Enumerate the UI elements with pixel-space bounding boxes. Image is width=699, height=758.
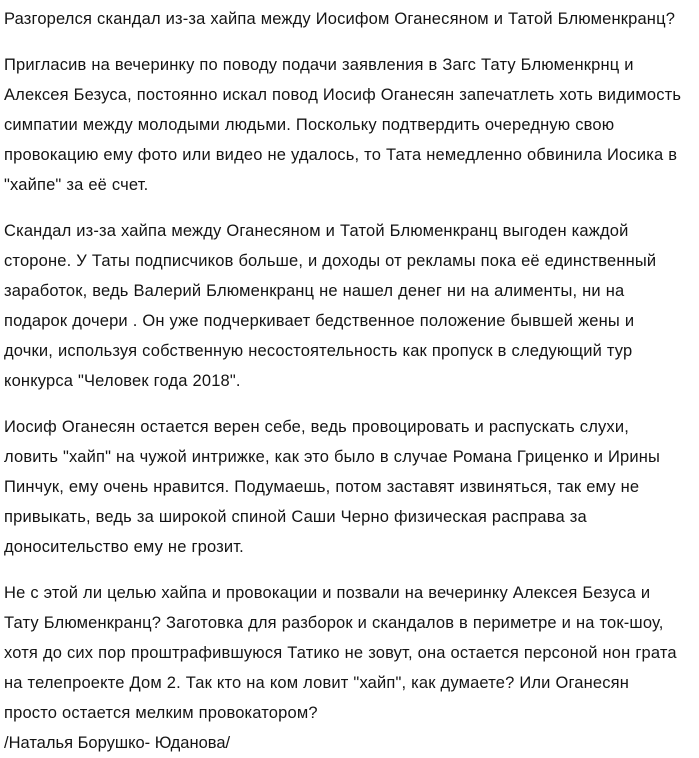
article-paragraph-3: Иосиф Оганесян остается верен себе, ведь провоцировать и распускать слухи, ловить "хайп" на чужой интрижке, как это было в случае Романа Гриценко и Ирины Пинчук, ему очень нравится. Подумаешь, потом заставят извиняться, так ему не привыкать, ведь за широкой спиной Саши Черно физическая расправа за доносительство ему не грозит.	[4, 418, 665, 556]
author-signature: /Наталья Борушко- Юданова/	[4, 734, 231, 752]
article-paragraph-2: Скандал из-за хайпа между Оганесяном и Татой Блюменкранц выгоден каждой стороне. У Таты подписчиков больше, и доходы от рекламы пока её единственный заработок, ведь Валерий Блюменкранц не нашел денег ни на алименты, ни на подарок дочери . Он уже подчеркивает бедственное положение бывшей жены и дочки, используя собственную несостоятельность как пропуск в следующий тур конкурса "Человек года 2018".	[4, 222, 662, 390]
article-paragraph-4: Не с этой ли целью хайпа и провокации и позвали на вечеринку Алексея Безуса и Тату Блюменкранц? Заготовка для разборок и скандалов в периметре и на ток-шоу, хотя до сих пор проштрафившуюся Татико не зовут, она остается персоной нон грата на телепроекте Дом 2. Так кто на ком ловит "хайп", как думаете? Или Оганесян просто остается мелким провокатором?	[4, 584, 682, 722]
article-paragraph-1: Пригласив на вечеринку по поводу подачи заявления в Загс Тату Блюменкрнц и Алексея Безуса, постоянно искал повод Иосиф Оганесян запечатлеть хоть видимость симпатии между молодыми людьми. Поскольку подтвердить очередную свою провокацию ему фото или видео не удалось, то Тата немедленно обвинила Иосика в "хайпе" за её счет.	[4, 56, 687, 194]
article-headline: Разгорелся скандал из-за хайпа между Иосифом Оганесяном и Татой Блюменкранц?	[4, 10, 676, 28]
